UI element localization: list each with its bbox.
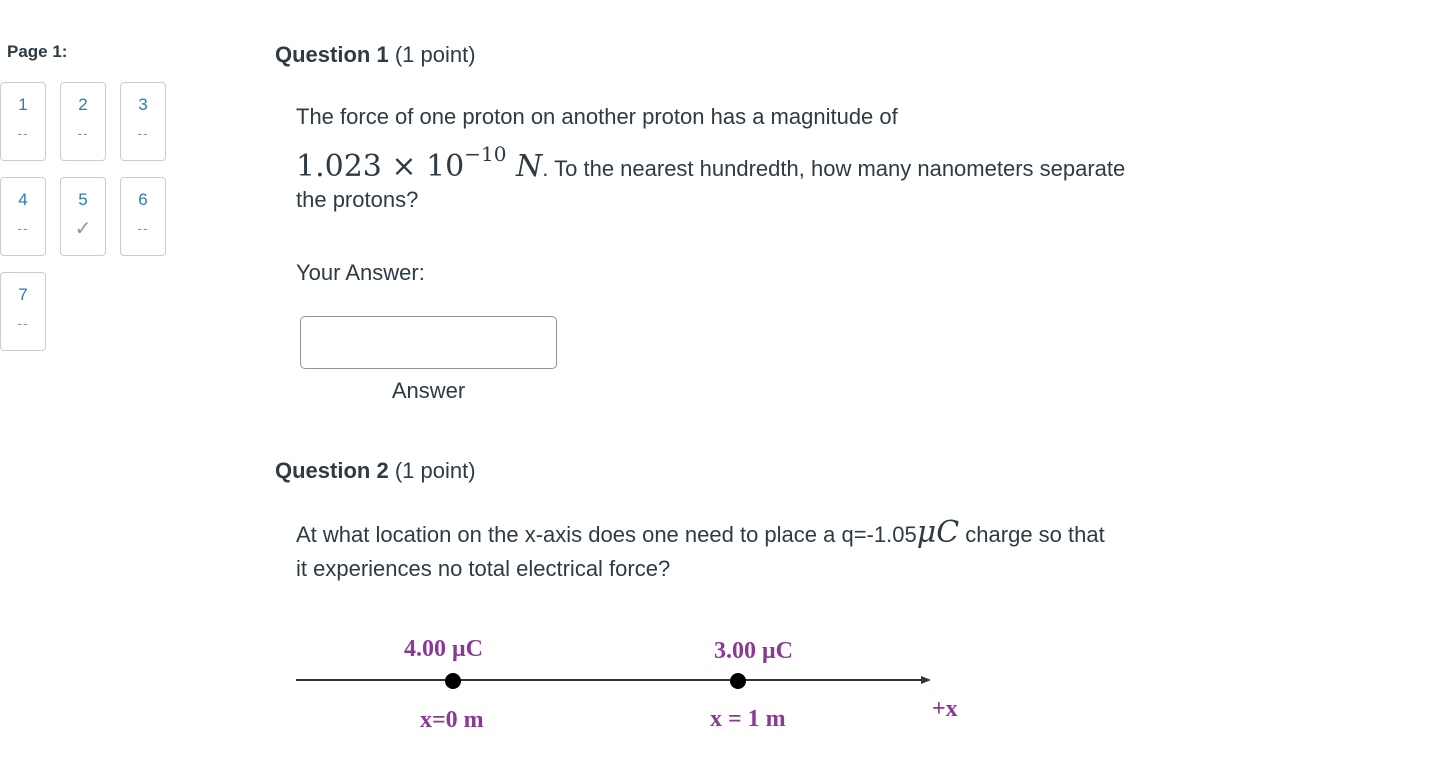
question-nav-number: 2 <box>78 95 88 114</box>
question-nav-number: 7 <box>18 285 28 304</box>
math-mu: μ <box>916 515 937 550</box>
question-nav-2[interactable] <box>60 82 106 161</box>
question-nav-number: 4 <box>18 190 28 209</box>
question-1-text <box>296 100 1196 217</box>
math-exponent: −10 <box>464 142 507 166</box>
question-nav-number: 3 <box>138 95 148 114</box>
question-2-text <box>296 516 1196 586</box>
x-axis-arrow <box>921 676 931 684</box>
question-points: (1 point) <box>394 42 476 67</box>
question-text-line: it experiences no total electrical force? <box>296 556 671 581</box>
question-text-line <box>296 138 1196 189</box>
question-nav-6[interactable] <box>120 177 166 256</box>
question-title: Question 2 <box>275 458 389 483</box>
question-2-header <box>275 458 476 484</box>
question-nav-number: 1 <box>18 95 28 114</box>
question-nav-number: 6 <box>138 190 148 209</box>
answer-input[interactable] <box>300 316 557 369</box>
question-nav-5[interactable] <box>60 177 106 256</box>
charge-2-dot <box>730 673 746 689</box>
unanswered-indicator: -- <box>17 315 29 331</box>
charge-1-dot <box>445 673 461 689</box>
question-title: Question 1 <box>275 42 389 67</box>
charge-1-label: 4.00 μC <box>404 636 483 662</box>
question-nav-3[interactable] <box>120 82 166 161</box>
math-unit: N <box>516 149 543 184</box>
question-nav-number: 5 <box>78 190 88 209</box>
charge-2-label: 3.00 μC <box>714 638 793 664</box>
checkmark-icon: ✓ <box>74 218 92 240</box>
charge-diagram-svg <box>296 620 996 750</box>
unanswered-indicator: -- <box>77 125 89 141</box>
question-points: (1 point) <box>394 458 476 483</box>
question-nav-4[interactable] <box>0 177 46 256</box>
question-text-fragment: charge so that <box>959 522 1105 547</box>
question-text-fragment: . To the nearest hundredth, how many nanometers separate <box>542 156 1126 181</box>
axis-label: +x <box>932 696 958 722</box>
answer-caption: Answer <box>391 378 466 403</box>
unanswered-indicator: -- <box>137 220 149 236</box>
question-nav-1[interactable] <box>0 82 46 161</box>
question-text-line: The force of one proton on another proton has a magnitude of <box>296 104 898 129</box>
unanswered-indicator: -- <box>17 220 29 236</box>
question-text-line <box>296 516 1196 552</box>
question-text-fragment: At what location on the x-axis does one need to place a q=-1.05 <box>296 522 917 547</box>
math-base: 1.023 × 10 <box>296 149 465 184</box>
unanswered-indicator: -- <box>137 125 149 141</box>
charge-diagram <box>296 620 996 755</box>
charge-2-position: x = 1 m <box>710 706 786 732</box>
math-expression <box>296 142 543 184</box>
your-answer-label: Your Answer: <box>296 260 425 285</box>
question-nav-7[interactable] <box>0 272 46 351</box>
question-text-line: the protons? <box>296 187 419 212</box>
math-coulomb: C <box>936 515 960 550</box>
charge-1-position: x=0 m <box>420 707 484 733</box>
unanswered-indicator: -- <box>17 125 29 141</box>
question-1-header <box>275 42 476 68</box>
page-label: Page 1: <box>7 42 68 61</box>
